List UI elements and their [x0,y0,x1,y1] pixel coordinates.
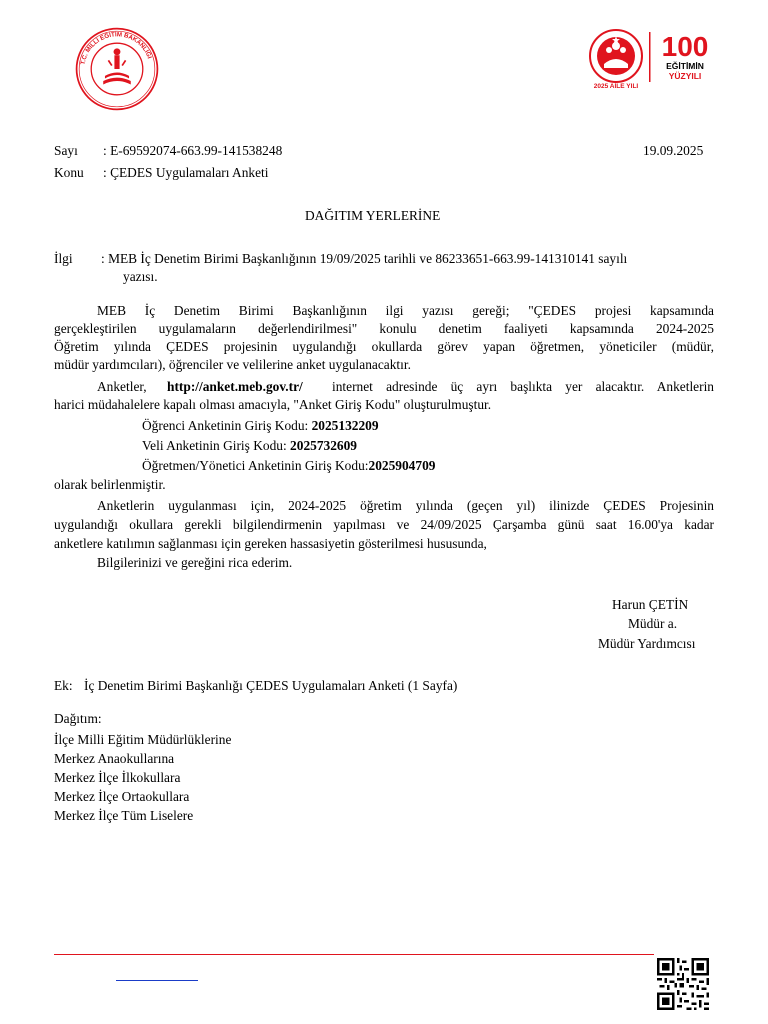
century-line1: EĞİTİMİN [666,61,704,71]
code-label: Öğretmen/Yönetici Anketinin Giriş Kodu: [142,458,369,473]
ministry-seal-icon [74,26,160,112]
body-p3-line2: uygulandığı okullara gerekli bilgilendirmenin yapılması ve 24/09/2025 Çarşamba günü saat 16.00'ya kadar [54,517,714,532]
code-line-teacher [142,458,435,474]
body-p3-line1: Anketlerin uygulanması için, 2024-2025 öğretim yılında (geçen yıl) ilinizde ÇEDES Projesinin [97,498,714,513]
body-p4: Bilgilerinizi ve gereğini rica ederim. [97,555,293,570]
after-codes-text: olarak belirlenmiştir. [54,477,166,492]
signature-name: Harun ÇETİN [612,597,689,612]
document-date: 19.09.2025 [643,143,704,158]
body-p2-suffix: internet adresinde üç ayrı başlıkta yer alacaktır. Anketlerin [332,379,714,394]
distribution-item: Merkez İlçe İlkokullara [54,770,181,785]
footer-link[interactable] [116,980,198,981]
century-number: 100 [661,31,709,62]
family-year-text: 2025 AİLE YILI [593,83,639,90]
distribution-item: İlçe Milli Eğitim Müdürlüklerine [54,732,232,747]
survey-url[interactable]: http://anket.meb.gov.tr/ [167,379,303,394]
century-line2: YÜZYILI [668,71,702,81]
body-p2-prefix: Anketler, [97,379,147,394]
seal-text: T.C. MİLLÎ EĞİTİM BAKANLIĞI [79,31,153,66]
footer-rule [54,954,654,955]
body-p2-line2: harici müdahalelere kapalı olması amacıyla, "Anket Giriş Kodu" oluşturulmuştur. [54,397,492,412]
code-line-parent [142,438,357,454]
distribution-item: Merkez İlçe Tüm Liselere [54,808,194,823]
distribution-item: Merkez Anaokullarına [54,751,175,766]
code-value: 2025732609 [290,438,357,453]
attachment-text: İç Denetim Birimi Başkanlığı ÇEDES Uygulamaları Anketi (1 Sayfa) [84,678,458,693]
body-p1-line3: Öğretim yılında ÇEDES projesinin uygulandığı okullarda görev yapan öğretmen, yöneticiler (müdür, [54,339,714,354]
ilgi-line1: : MEB İç Denetim Birimi Başkanlığının 19/09/2025 tarihli ve 86233651-663.99-141310141 sayılı [101,251,628,266]
qr-code-icon[interactable] [657,958,709,1010]
attachment-label: Ek: [54,678,73,693]
body-p3-line3: anketlere katılımın sağlanması için gereken hassasiyetin gösterilmesi hususunda, [54,536,487,551]
sayi-label: Sayı [54,143,78,158]
code-value: 2025904709 [368,458,436,473]
distribution-label: Dağıtım: [54,711,102,726]
code-value: 2025132209 [311,418,379,433]
code-line-student [142,418,379,434]
recipient-heading: DAĞITIM YERLERİNE [305,208,441,223]
distribution-item: Merkez İlçe Ortaokullara [54,789,190,804]
survey-url-link[interactable] [167,379,303,395]
signature-title2: Müdür Yardımcısı [598,636,696,651]
sayi-value: : E-69592074-663.99-141538248 [103,143,283,158]
ilgi-line2: yazısı. [123,269,158,284]
signature-title1: Müdür a. [628,616,678,631]
konu-value: : ÇEDES Uygulamaları Anketi [103,165,269,180]
code-label: Veli Anketinin Giriş Kodu: [142,438,291,453]
ilgi-label: İlgi [54,251,73,266]
konu-label: Konu [54,165,84,180]
code-label: Öğrenci Anketinin Giriş Kodu: [142,418,312,433]
body-p1-line4: müdür yardımcıları), öğrenciler ve velilerine anket uygulanacaktır. [54,357,411,372]
body-p1-line1: MEB İç Denetim Birimi Başkanlığının ilgi yazısı gereği; "ÇEDES projesi kapsamında [97,303,714,318]
body-p1-line2: gerçekleştirilen uygulamaların değerlendirilmesi" konulu denetim faaliyeti kapsamında 2024-2025 [54,321,714,336]
century-of-education-logo [586,28,716,90]
family-year-icon [590,30,642,82]
